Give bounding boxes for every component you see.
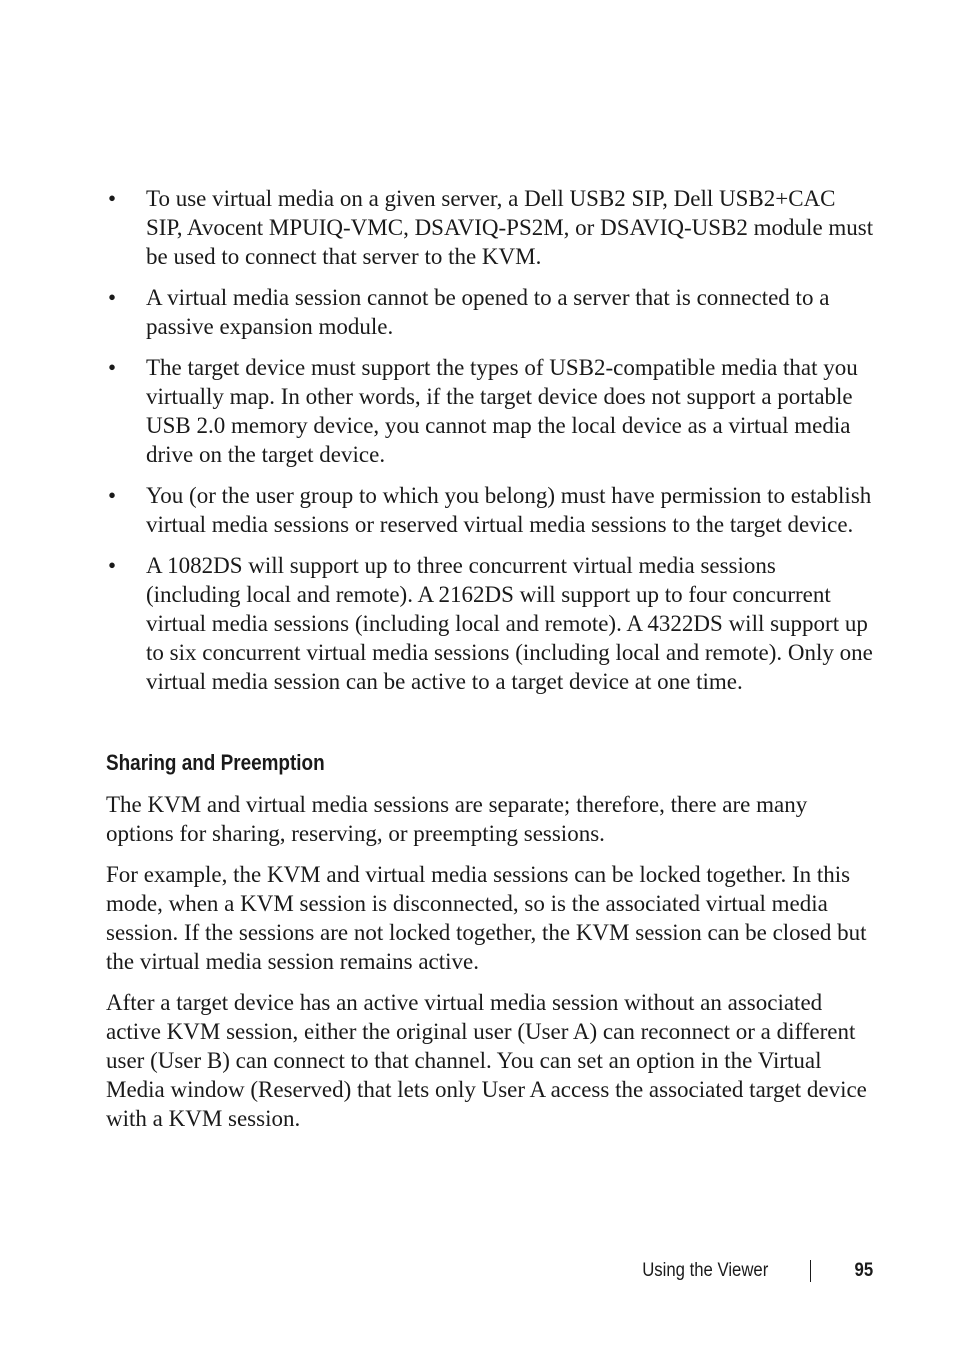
bullet-item	[106, 481, 876, 539]
footer-chapter-title: Using the Viewer	[641, 1260, 768, 1281]
bullet-text: A 1082DS will support up to three concurrent virtual media sessions (including local and remote). A 2162DS will support up to four concurrent virtual media sessions (including local and remote). A 4322DS will support up to six concurrent virtual media sessions (including local and remote). Only one virtual media session can be active to a target device at one time.	[146, 553, 873, 694]
bullet-item	[106, 353, 876, 469]
bullet-item	[106, 551, 876, 696]
page-number: 95	[854, 1260, 873, 1281]
footer-divider	[810, 1260, 811, 1282]
bullet-icon: •	[108, 553, 117, 578]
page-footer	[0, 1258, 954, 1284]
bullet-icon: •	[108, 483, 117, 508]
bullet-item	[106, 283, 876, 341]
bullet-icon: •	[108, 355, 117, 380]
body-paragraph: For example, the KVM and virtual media sessions can be locked together. In this mode, when a KVM session is disconnected, so is the associated virtual media session. If the sessions are not locked together, the KVM session can be closed but the virtual media session remains active.	[106, 862, 867, 974]
bullet-icon: •	[108, 186, 117, 211]
requirements-bullet-list	[106, 184, 876, 708]
section-body	[106, 790, 876, 1145]
bullet-text: A virtual media session cannot be opened to a server that is connected to a passive expansion module.	[146, 285, 830, 339]
bullet-text: The target device must support the types of USB2-compatible media that you virtually map. In other words, if the target device does not support a portable USB 2.0 memory device, you cannot map the local device as a virtual media drive on the target device.	[146, 355, 858, 467]
bullet-item	[106, 184, 876, 271]
body-paragraph: The KVM and virtual media sessions are separate; therefore, there are many options for sharing, reserving, or preempting sessions.	[106, 792, 808, 846]
body-paragraph: After a target device has an active virtual media session without an associated active KVM session, either the original user (User A) can reconnect or a different user (User B) can connect to that channel. You can set an option in the Virtual Media window (Reserved) that lets only User A access the associated target device with a KVM session.	[106, 990, 867, 1131]
section-heading: Sharing and Preemption	[106, 750, 325, 775]
bullet-text: You (or the user group to which you belong) must have permission to establish virtual media sessions or reserved virtual media sessions to the target device.	[146, 483, 872, 537]
bullet-icon: •	[108, 285, 117, 310]
bullet-text: To use virtual media on a given server, a Dell USB2 SIP, Dell USB2+CAC SIP, Avocent MPUIQ-VMC, DSAVIQ-PS2M, or DSAVIQ-USB2 module must be used to connect that server to the KVM.	[146, 186, 874, 269]
